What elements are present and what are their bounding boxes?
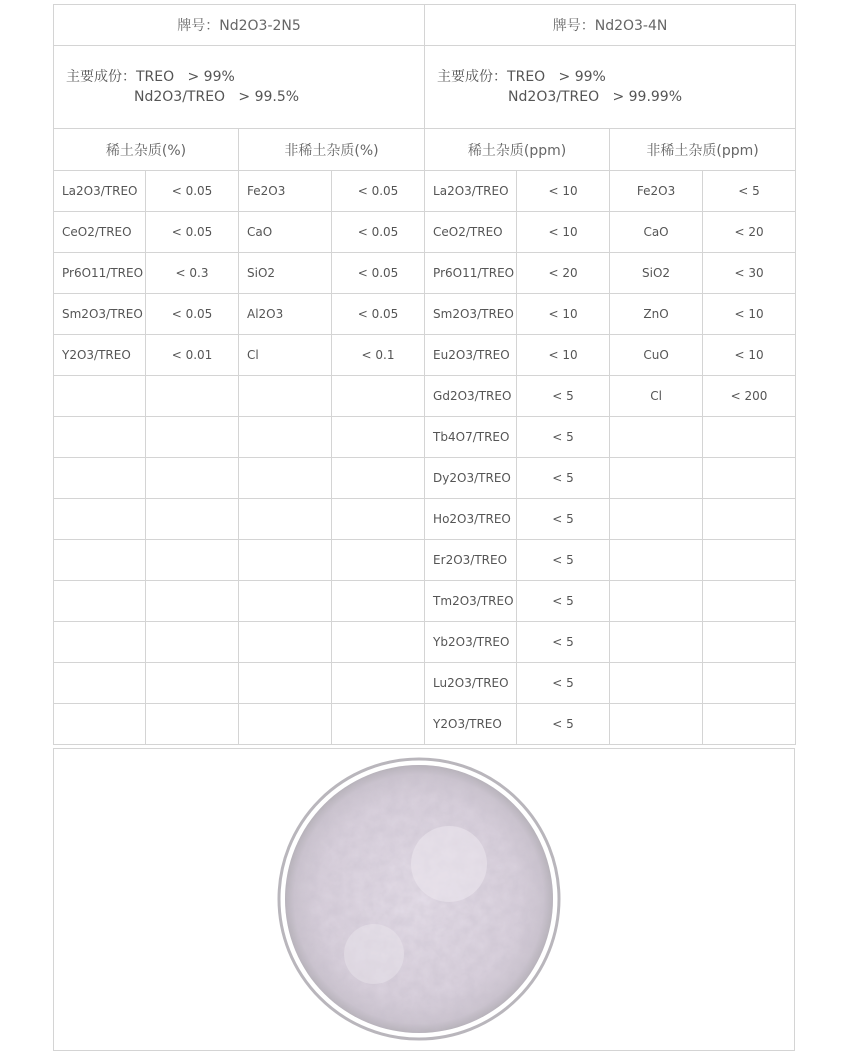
grade-row (54, 5, 796, 46)
impurity-name: La2O3/TREO (54, 171, 146, 212)
impurity-limit: < 10 (517, 294, 610, 335)
composition-treo: TREO > 99% (136, 69, 235, 85)
impurity-name (610, 622, 703, 663)
impurity-name (239, 704, 332, 745)
impurity-name: Al2O3 (239, 294, 332, 335)
re-impurity-header-4n: 稀土杂质(ppm) (425, 129, 610, 171)
impurity-limit (332, 540, 425, 581)
impurity-limit (332, 499, 425, 540)
grade-prefix: 牌号： (177, 18, 220, 34)
powder-highlight (411, 826, 487, 902)
impurity-limit: < 5 (517, 458, 610, 499)
impurity-name (54, 417, 146, 458)
impurity-limit: < 0.05 (332, 212, 425, 253)
impurity-limit (146, 622, 239, 663)
impurity-limit (703, 540, 796, 581)
impurity-name (54, 663, 146, 704)
impurity-limit: < 5 (517, 663, 610, 704)
impurity-row (54, 171, 796, 212)
impurity-limit (146, 581, 239, 622)
impurity-limit (146, 458, 239, 499)
impurity-name (239, 458, 332, 499)
impurity-name: Fe2O3 (239, 171, 332, 212)
impurity-name: Gd2O3/TREO (425, 376, 517, 417)
composition-row (54, 46, 796, 129)
impurity-name: CeO2/TREO (425, 212, 517, 253)
grade-prefix: 牌号： (552, 18, 595, 34)
impurity-name: La2O3/TREO (425, 171, 517, 212)
impurity-name (54, 704, 146, 745)
impurity-row (54, 294, 796, 335)
impurity-row (54, 212, 796, 253)
grade-name: Nd2O3-4N (594, 18, 668, 34)
composition-treo: TREO > 99% (507, 69, 606, 85)
impurity-name: CeO2/TREO (54, 212, 146, 253)
impurity-limit (703, 458, 796, 499)
impurity-limit (703, 663, 796, 704)
impurity-limit (146, 499, 239, 540)
impurity-limit (703, 622, 796, 663)
grade-cell-2n5 (54, 5, 425, 46)
impurity-name (239, 663, 332, 704)
impurity-limit (146, 376, 239, 417)
impurity-name: Lu2O3/TREO (425, 663, 517, 704)
composition-label: 主要成份： (66, 69, 136, 85)
impurity-limit: < 0.05 (332, 171, 425, 212)
impurity-name: Y2O3/TREO (425, 704, 517, 745)
impurity-limit: < 10 (517, 335, 610, 376)
specification-table (53, 4, 796, 745)
impurity-name: Eu2O3/TREO (425, 335, 517, 376)
impurity-name: ZnO (610, 294, 703, 335)
impurity-name: Pr6O11/TREO (54, 253, 146, 294)
impurity-limit: < 10 (703, 294, 796, 335)
impurity-row (54, 376, 796, 417)
composition-label: 主要成份： (437, 69, 508, 85)
impurity-name (239, 581, 332, 622)
impurity-name: SiO2 (610, 253, 703, 294)
impurity-row (54, 540, 796, 581)
composition-line-2: Nd2O3/TREO > 99.99% (508, 89, 683, 105)
composition-line-1 (66, 67, 424, 87)
impurity-name: Y2O3/TREO (54, 335, 146, 376)
impurity-name (54, 376, 146, 417)
impurity-row (54, 253, 796, 294)
impurity-name: Er2O3/TREO (425, 540, 517, 581)
impurity-name: Tm2O3/TREO (425, 581, 517, 622)
impurity-limit: < 10 (517, 171, 610, 212)
non-re-impurity-header-4n: 非稀土杂质(ppm) (610, 129, 796, 171)
impurity-limit: < 0.1 (332, 335, 425, 376)
impurity-name: CaO (610, 212, 703, 253)
impurity-row (54, 335, 796, 376)
impurity-limit: < 5 (517, 417, 610, 458)
impurity-limit: < 0.05 (146, 294, 239, 335)
impurity-name: Cl (610, 376, 703, 417)
impurity-limit (332, 417, 425, 458)
impurity-name (610, 704, 703, 745)
impurity-row (54, 622, 796, 663)
impurity-name (239, 540, 332, 581)
impurity-limit: < 5 (517, 499, 610, 540)
composition-line-2: Nd2O3/TREO > 99.5% (134, 89, 300, 105)
impurity-name (239, 622, 332, 663)
grade-name: Nd2O3-2N5 (219, 18, 301, 34)
impurity-name: SiO2 (239, 253, 332, 294)
impurity-limit (332, 622, 425, 663)
impurity-name (54, 540, 146, 581)
powder-texture (285, 765, 553, 1033)
impurity-name: Fe2O3 (610, 171, 703, 212)
impurity-limit: < 5 (517, 622, 610, 663)
impurity-limit (332, 376, 425, 417)
impurity-name (239, 376, 332, 417)
impurity-limit: < 0.05 (146, 212, 239, 253)
impurity-name (610, 581, 703, 622)
impurity-row (54, 458, 796, 499)
impurity-name: Pr6O11/TREO (425, 253, 517, 294)
impurity-name: Sm2O3/TREO (425, 294, 517, 335)
impurity-limit: < 0.01 (146, 335, 239, 376)
impurity-name (610, 458, 703, 499)
impurity-limit (332, 663, 425, 704)
impurity-limit (703, 499, 796, 540)
impurity-header-row (54, 129, 796, 171)
impurity-name (54, 458, 146, 499)
re-impurity-header-2n5: 稀土杂质(%) (54, 129, 239, 171)
impurity-name: Tb4O7/TREO (425, 417, 517, 458)
impurity-limit: < 10 (517, 212, 610, 253)
impurity-name (610, 417, 703, 458)
powder-highlight (344, 924, 404, 984)
impurity-limit: < 0.3 (146, 253, 239, 294)
impurity-limit (332, 458, 425, 499)
product-photo-frame (53, 748, 795, 1051)
impurity-name (54, 622, 146, 663)
impurity-limit: < 0.05 (332, 253, 425, 294)
impurity-limit (146, 704, 239, 745)
impurity-row (54, 704, 796, 745)
impurity-name: Ho2O3/TREO (425, 499, 517, 540)
impurity-limit: < 5 (517, 540, 610, 581)
impurity-name: Yb2O3/TREO (425, 622, 517, 663)
impurity-name (610, 540, 703, 581)
composition-cell-2n5 (54, 46, 425, 129)
impurity-limit (703, 704, 796, 745)
impurity-name: CaO (239, 212, 332, 253)
impurity-name (239, 499, 332, 540)
impurity-row (54, 663, 796, 704)
composition-line-1 (437, 67, 795, 87)
impurity-limit: < 20 (703, 212, 796, 253)
impurity-name: Sm2O3/TREO (54, 294, 146, 335)
impurity-name: Cl (239, 335, 332, 376)
impurity-limit: < 30 (703, 253, 796, 294)
neodymium-oxide-powder-image (54, 749, 794, 1050)
impurity-name: Dy2O3/TREO (425, 458, 517, 499)
impurity-name: CuO (610, 335, 703, 376)
impurity-limit: < 0.05 (332, 294, 425, 335)
grade-cell-4n (425, 5, 796, 46)
impurity-limit: < 10 (703, 335, 796, 376)
impurity-name (54, 499, 146, 540)
non-re-impurity-header-2n5: 非稀土杂质(%) (239, 129, 425, 171)
impurity-name (239, 417, 332, 458)
impurity-limit: < 5 (517, 704, 610, 745)
impurity-limit (703, 417, 796, 458)
impurity-limit (332, 704, 425, 745)
composition-cell-4n (425, 46, 796, 129)
impurity-row (54, 499, 796, 540)
impurity-limit (146, 540, 239, 581)
impurity-limit: < 20 (517, 253, 610, 294)
impurity-row (54, 417, 796, 458)
impurity-row (54, 581, 796, 622)
impurity-limit (146, 663, 239, 704)
impurity-name (610, 663, 703, 704)
impurity-name (54, 581, 146, 622)
impurity-limit (703, 581, 796, 622)
impurity-limit (146, 417, 239, 458)
impurity-limit: < 0.05 (146, 171, 239, 212)
impurity-limit: < 200 (703, 376, 796, 417)
impurity-limit: < 5 (517, 581, 610, 622)
impurity-name (610, 499, 703, 540)
impurity-limit (332, 581, 425, 622)
impurity-limit: < 5 (703, 171, 796, 212)
impurity-limit: < 5 (517, 376, 610, 417)
